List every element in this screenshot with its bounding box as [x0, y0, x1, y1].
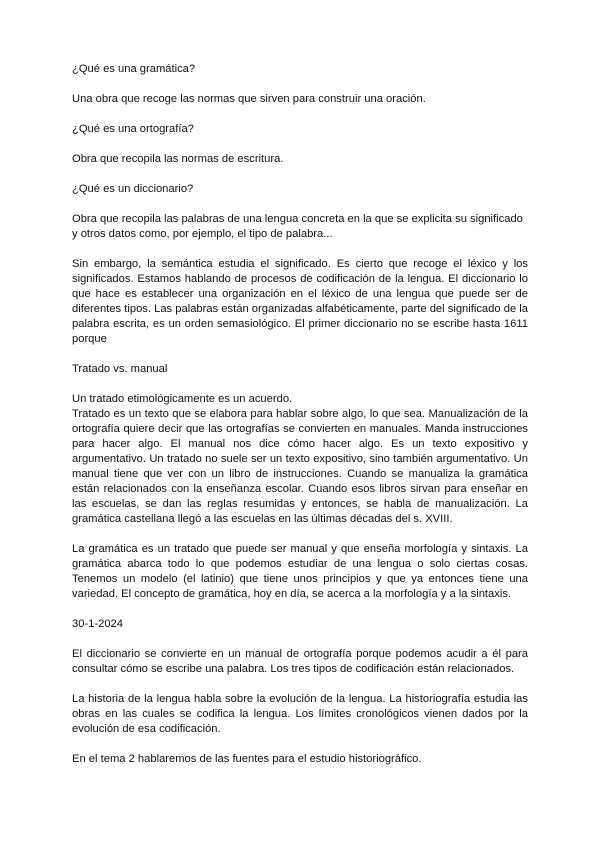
- question-grammar: ¿Qué es una gramática?: [72, 63, 196, 75]
- paragraph-dictionary-manual: El diccionario se convierte en un manual de ortografía porque podemos acudir a él para consultar cómo se escribe una palabra. Los tres tipos de codificación están relacionados.: [72, 648, 528, 675]
- paragraph-topic-2: En el tema 2 hablaremos de las fuentes para el estudio historiográfico.: [72, 753, 422, 765]
- question-orthography: ¿Qué es una ortografía?: [72, 123, 194, 135]
- paragraph-tratado-manual: Tratado es un texto que se elabora para hablar sobre algo, lo que sea. Manualización de la ortografía quiere decir que las ortografías se convierten en manuales. Manda instrucciones para hacer algo. El manual nos dice cómo hacer algo. Es un texto expositivo y argumentativo. Un tratado no suele ser un texto expositivo, sino también argumentativo. Un manual tiene que ver con un libro de instrucciones. Cuando se manualiza la gramática están relacionados con la enseñanza escolar. Cuando esos libros sirvan para enseñar en las escuelas, se dan las reglas resumidas y entonces, se habla de manualización. La gramática castellana llegó a las escuelas en las últimas décadas del s. XVIII.: [72, 408, 528, 525]
- document-page: [72, 62, 528, 782]
- paragraph-grammar-treatise: La gramática es un tratado que puede ser manual y que enseña morfología y sintaxis. La gramática abarca todo lo que podemos estudiar de una lengua o solo ciertas cosas. Tenemos un modelo (el latinio) que tiene unos principios y que ya entonces tiene una variedad. El concepto de gramática, hoy en día, se acerca a la morfología y a la sintaxis.: [72, 543, 528, 600]
- answer-orthography: Obra que recopila las normas de escritura.: [72, 153, 284, 165]
- paragraph-language-history: La historia de la lengua habla sobre la evolución de la lengua. La historiografía estudia las obras en las cuales se codifica la lengua. Los límites cronológicos vienen dados por la evolución de esa codificación.: [72, 693, 528, 735]
- heading-tratado-vs-manual: Tratado vs. manual: [72, 363, 168, 375]
- paragraph-tratado-definition: Un tratado etimológicamente es un acuerdo.: [72, 393, 293, 405]
- question-dictionary: ¿Qué es un diccionario?: [72, 183, 194, 195]
- date-heading: 30-1-2024: [72, 618, 124, 630]
- answer-dictionary: Obra que recopila las palabras de una lengua concreta en la que se explicita su significado y otros datos como, por ejemplo, el tipo de palabra...: [72, 213, 523, 240]
- paragraph-semantics: Sin embargo, la semántica estudia el significado. Es cierto que recoge el léxico y los significados. Estamos hablando de procesos de codificación de la lengua. El diccionario lo que hace es establecer una organización en el léxico de una lengua que puede ser de diferentes tipos. Las palabras están organizadas alfabéticamente, parte del significado de la palabra escrita, es un orden semasiológico. El primer diccionario no se escribe hasta 1611 porque: [72, 258, 528, 345]
- answer-grammar: Una obra que recoge las normas que sirven para construir una oración.: [72, 93, 426, 105]
